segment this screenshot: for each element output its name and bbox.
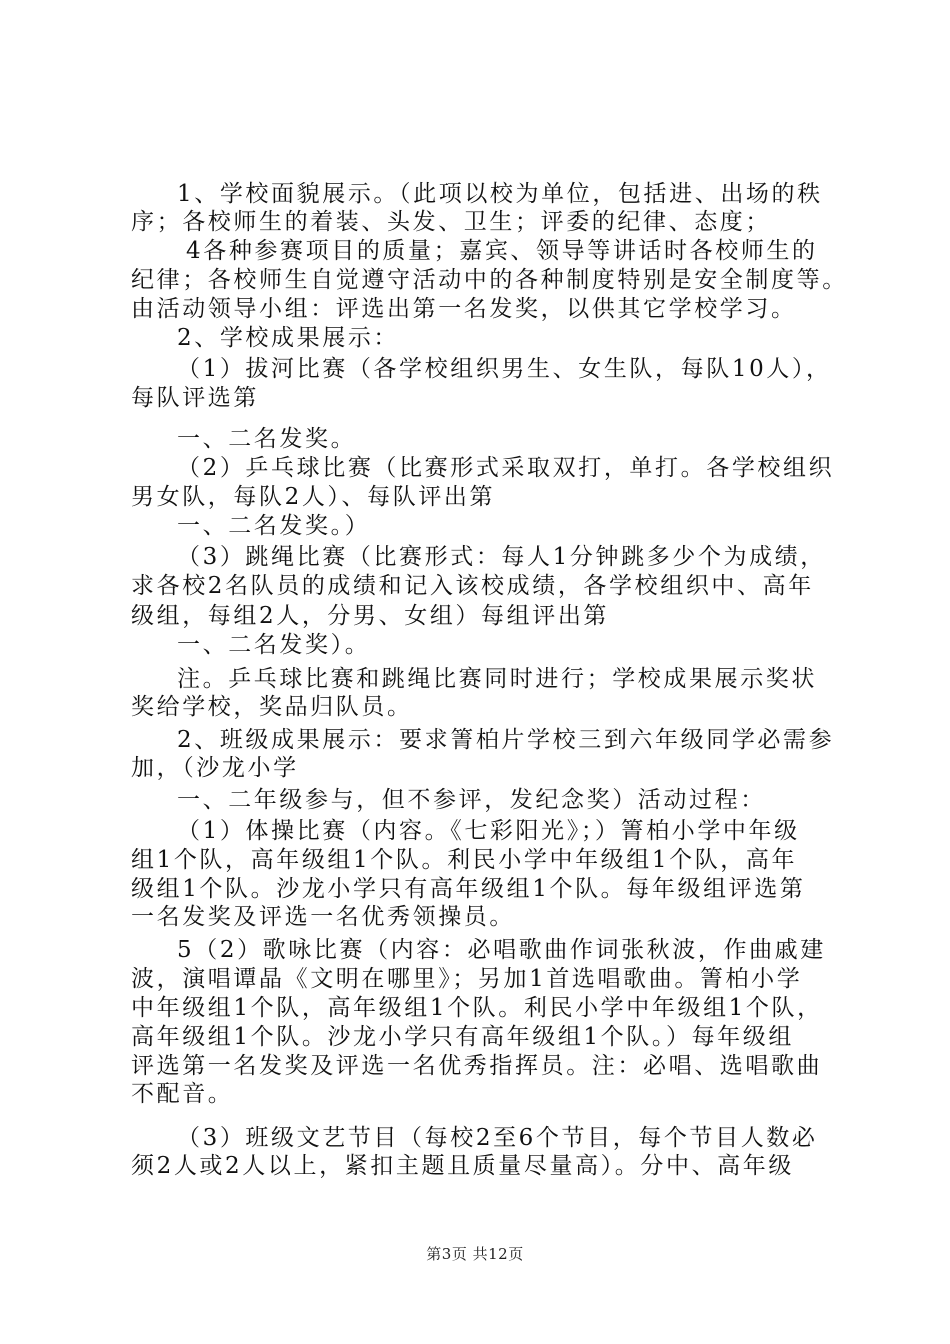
text-line: 一名发奖及评选一名优秀领操员。 [131, 904, 515, 930]
text-line: （3）跳绳比赛（比赛形式：每人1分钟跳多少个为成绩， [177, 544, 826, 570]
text-line: 级组1个队。沙龙小学只有高年级组1个队。每年级组评选第 [131, 876, 806, 902]
text-line: 奖给学校，奖品归队员。 [131, 694, 413, 720]
text-line: 不配音。 [131, 1081, 234, 1107]
text-line: 每队评选第 [131, 385, 259, 411]
text-line: 一、二名发奖。） [177, 513, 371, 539]
text-line: 组1个队，高年级组1个队。利民小学中年级组1个队，高年 [131, 847, 798, 873]
text-line: 高年级组1个队。沙龙小学只有高年级组1个队。）每年级组 [131, 1024, 794, 1050]
text-line: 评选第一名发奖及评选一名优秀指挥员。注：必唱、选唱歌曲 [131, 1053, 823, 1079]
text-line: （1）拔河比赛（各学校组织男生、女生队，每队10人）， [177, 356, 832, 382]
text-line: 一、二名发奖。 [177, 426, 357, 452]
text-line: 序；各校师生的着装、头发、卫生；评委的纪律、态度； [131, 209, 771, 235]
text-line: 一、二名发奖）。 [177, 632, 371, 658]
text-line: 级组，每组2人，分男、女组）每组评出第 [131, 603, 610, 629]
text-line: 波，演唱谭晶《文明在哪里》；另加1首选唱歌曲。箐柏小学 [131, 966, 803, 992]
text-line: 男女队，每队2人）、每队评出第 [131, 484, 496, 510]
page-number-footer: 第3页 共12页 [426, 1245, 524, 1263]
text-line: 2、学校成果展示： [177, 325, 400, 351]
text-line: 纪律；各校师生自觉遵守活动中的各种制度特别是安全制度等。 [131, 267, 848, 293]
text-line: 注。乒乓球比赛和跳绳比赛同时进行；学校成果展示奖状 [177, 666, 817, 692]
text-line: 4各种参赛项目的质量；嘉宾、领导等讲话时各校师生的 [186, 238, 818, 264]
text-line: （2）乒乓球比赛（比赛形式采取双打，单打。各学校组织 [177, 455, 835, 481]
text-line: （3）班级文艺节目（每校2至6个节目，每个节目人数必 [177, 1125, 818, 1151]
text-line: 一、二年级参与，但不参评，发纪念奖）活动过程： [177, 787, 766, 813]
text-line: 中年级组1个队，高年级组1个队。利民小学中年级组1个队， [131, 995, 823, 1021]
text-line: 由活动领导小组：评选出第一名发奖，以供其它学校学习。 [131, 296, 797, 322]
text-line: 须2人或2人以上，紧扣主题且质量尽量高）。分中、高年级 [131, 1153, 794, 1179]
text-line: 求各校2名队员的成绩和记入该校成绩，各学校组织中、高年 [131, 573, 814, 599]
text-line: 2、班级成果展示：要求箐柏片学校三到六年级同学必需参 [177, 727, 835, 753]
text-line: 1、学校面貌展示。（此项以校为单位，包括进、出场的秩 [177, 181, 823, 207]
text-line: 5（2）歌咏比赛（内容：必唱歌曲作词张秋波，作曲戚建 [177, 937, 826, 963]
text-line: （1）体操比赛（内容。《七彩阳光》；）箐柏小学中年级 [177, 818, 800, 844]
text-line: 加，（沙龙小学 [131, 755, 299, 781]
